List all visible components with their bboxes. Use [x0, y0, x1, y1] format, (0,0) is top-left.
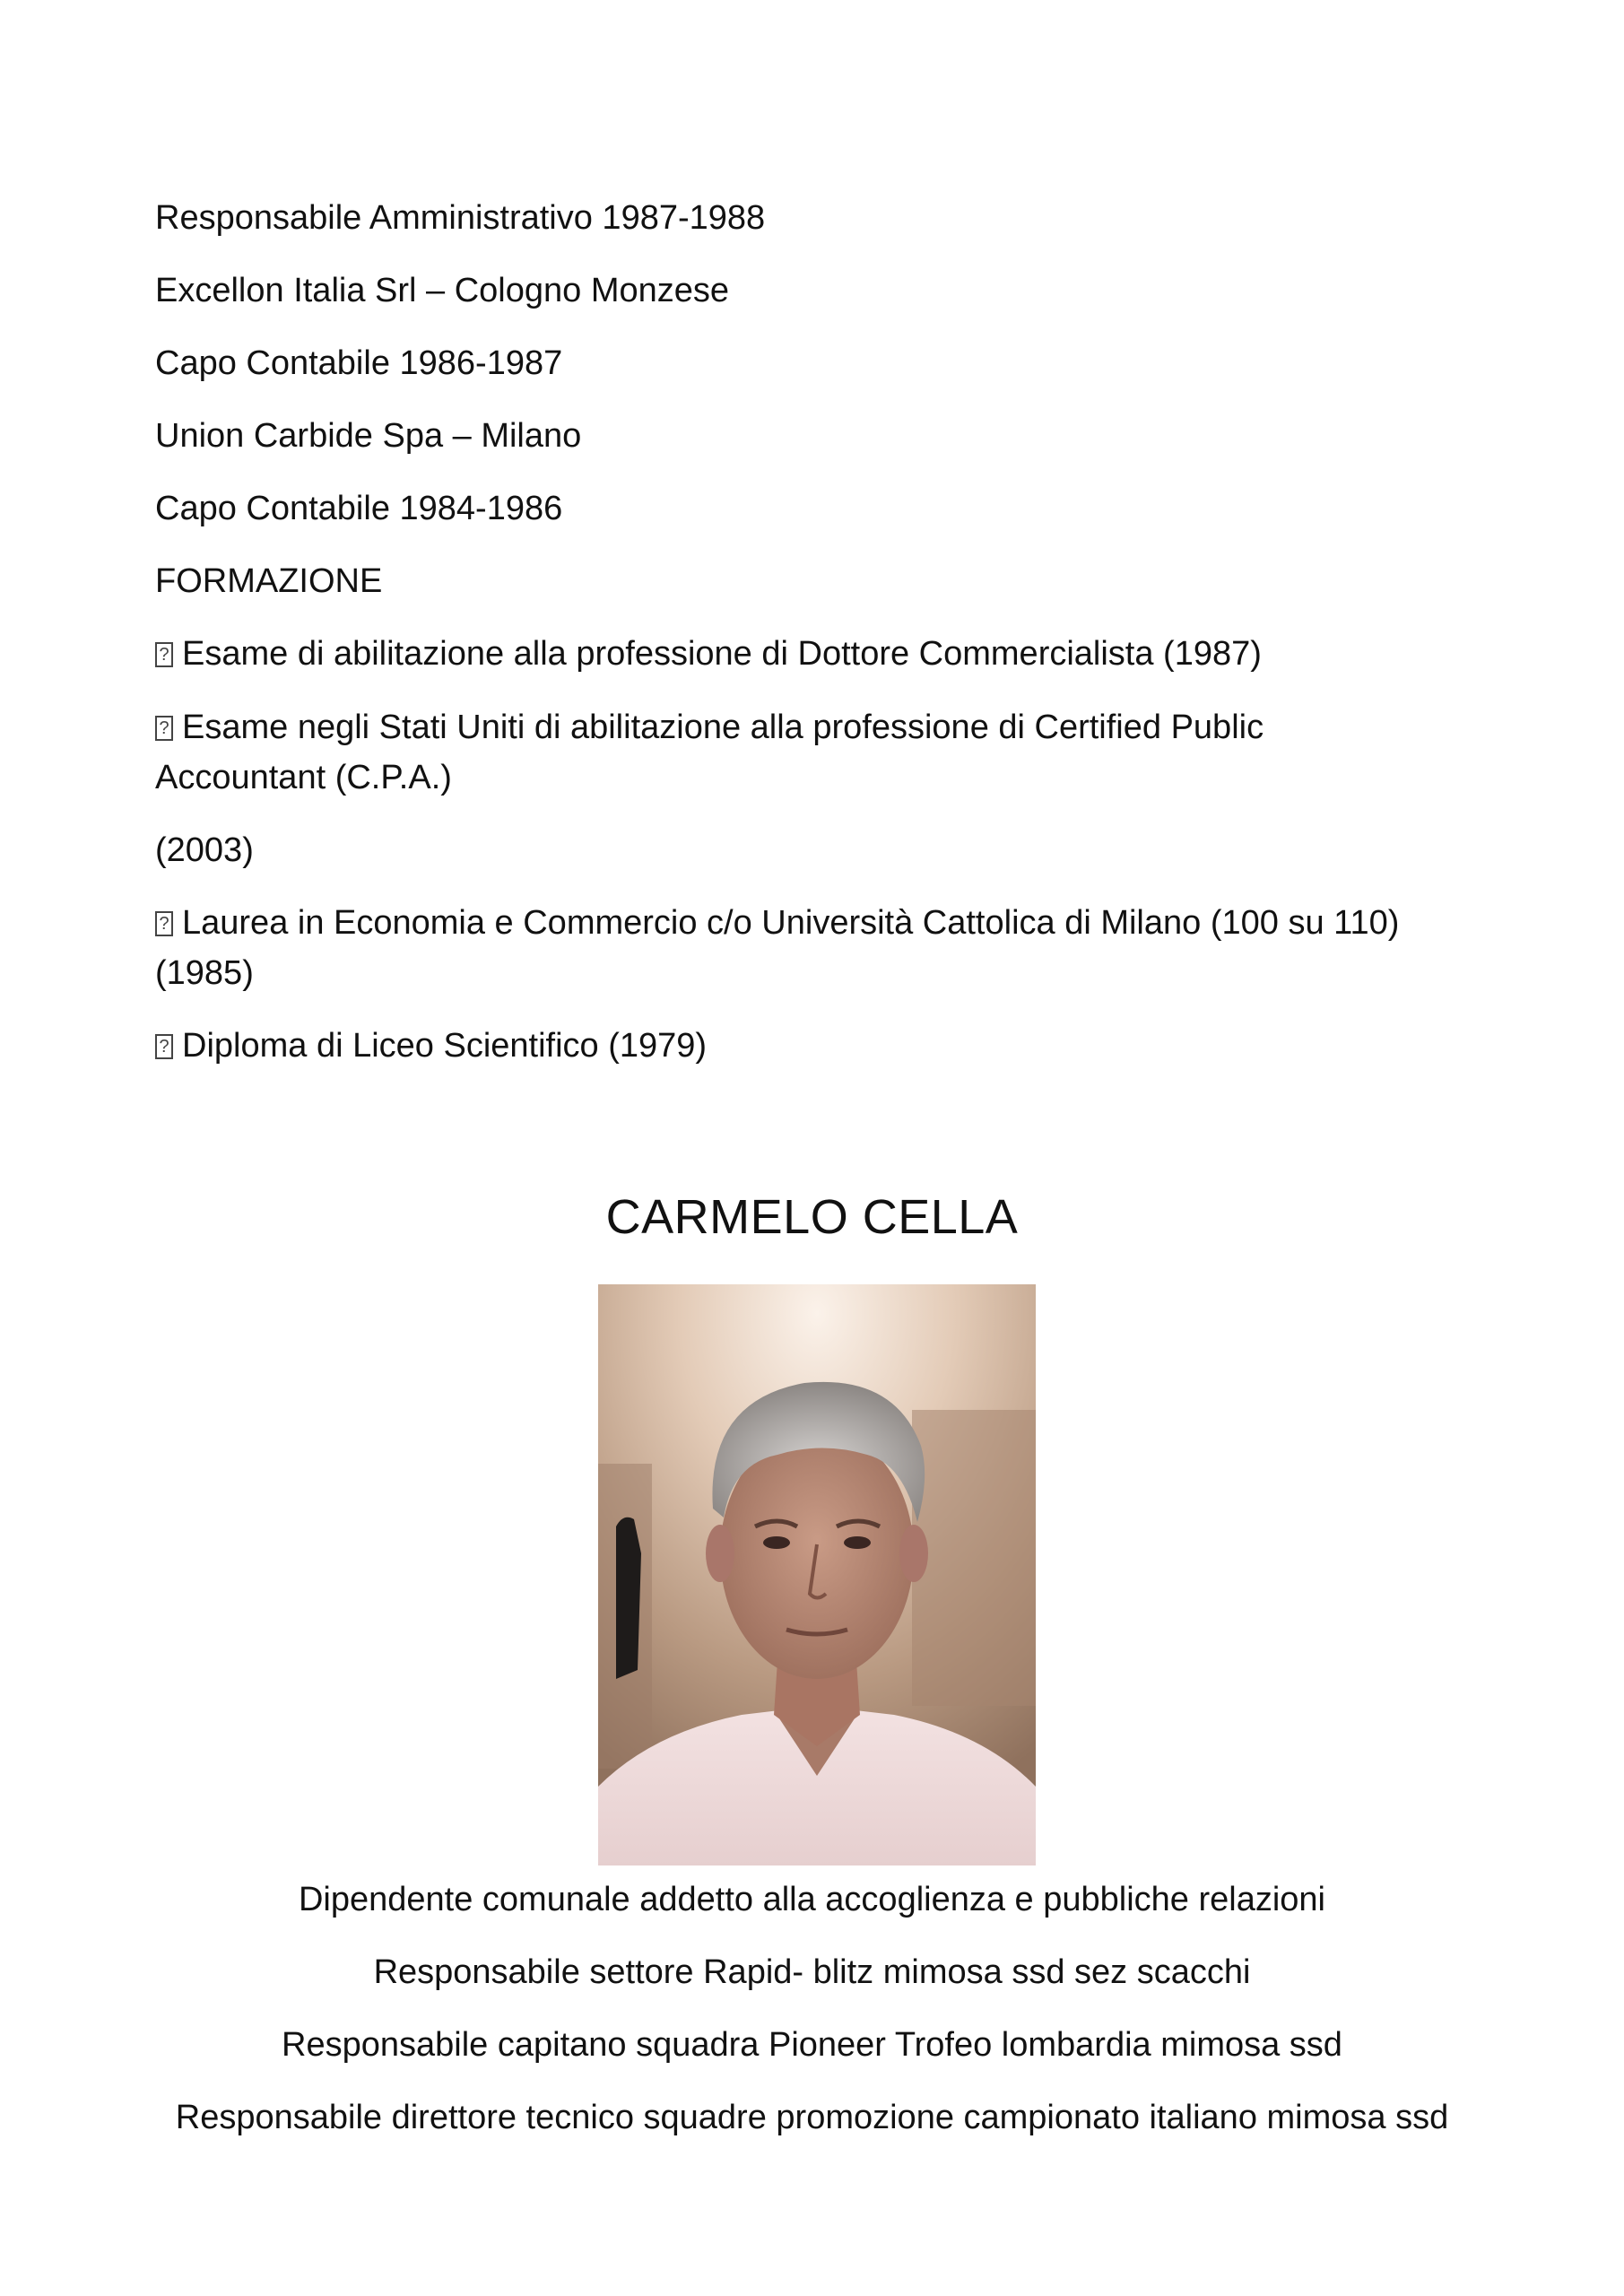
formazione-item-2-continuation: Accountant (C.P.A.) [155, 759, 452, 796]
profile-role-3: Responsabile capitano squadra Pioneer Trofeo lombardia mimosa ssd [282, 2026, 1342, 2064]
missing-glyph-bullet-icon [155, 1034, 173, 1059]
missing-glyph-bullet-icon [155, 716, 173, 741]
profile-photo [598, 1284, 1036, 1866]
formazione-year-line: (2003) [155, 831, 254, 869]
formazione-item-text: Esame negli Stati Uniti di abilitazione alla professione di Certified Public [182, 709, 1264, 746]
experience-line-5: Capo Contabile 1984-1986 [155, 490, 563, 527]
formazione-item-4 [155, 1021, 707, 1071]
experience-line-2: Excellon Italia Srl – Cologno Monzese [155, 272, 730, 309]
profile-role-2: Responsabile settore Rapid- blitz mimosa ssd sez scacchi [373, 1953, 1251, 1991]
formazione-heading: FORMAZIONE [155, 562, 383, 600]
formazione-item-text: Diploma di Liceo Scientifico (1979) [182, 1027, 708, 1065]
experience-line-4: Union Carbide Spa – Milano [155, 417, 582, 455]
missing-glyph-bullet-icon [155, 642, 173, 667]
profile-role-1: Dipendente comunale addetto alla accoglienza e pubbliche relazioni [298, 1881, 1325, 1918]
formazione-item-text: Laurea in Economia e Commercio c/o Università Cattolica di Milano (100 su 110) [182, 904, 1400, 942]
missing-glyph-bullet-icon [155, 911, 173, 936]
formazione-item-2 [155, 702, 1264, 752]
formazione-item-text: Esame di abilitazione alla professione di Dottore Commercialista (1987) [182, 635, 1262, 673]
formazione-item-3 [155, 898, 1399, 948]
formazione-item-3-continuation: (1985) [155, 954, 254, 992]
experience-line-1: Responsabile Amministrativo 1987-1988 [155, 199, 766, 237]
formazione-item-1 [155, 629, 1262, 679]
profile-name: CARMELO CELLA [605, 1190, 1019, 1244]
experience-line-3: Capo Contabile 1986-1987 [155, 344, 563, 382]
profile-role-4: Responsabile direttore tecnico squadre promozione campionato italiano mimosa ssd [175, 2099, 1449, 2136]
